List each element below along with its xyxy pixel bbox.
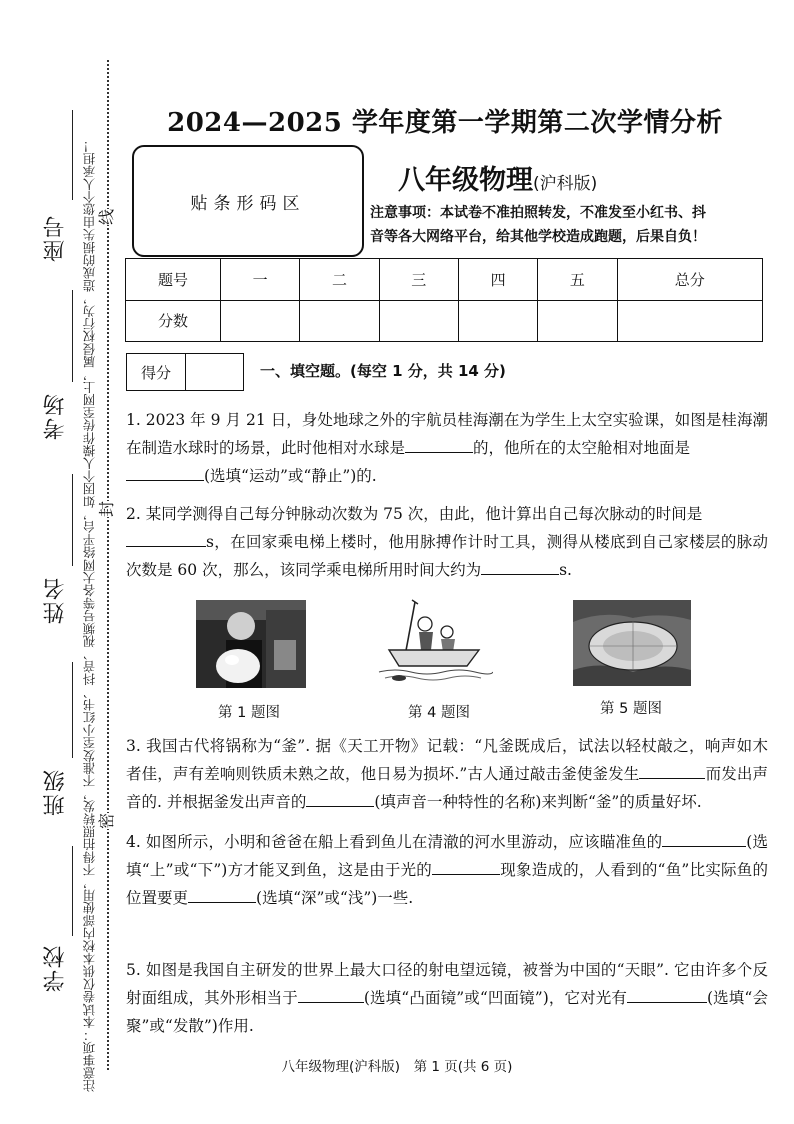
question-4 (126, 828, 768, 912)
field-seat-line[interactable] (72, 110, 73, 200)
field-class-line[interactable] (72, 662, 73, 758)
field-class-label: 班级 (43, 768, 68, 816)
q1-text-b: 的，他所在的太空舱相对地面是 (473, 439, 691, 457)
notice-line-2: 音等各大网络平台，给其他学校造成跑题，后果自负！ (370, 229, 706, 245)
field-name-label: 姓名 (43, 576, 68, 624)
grade-cell[interactable] (186, 354, 243, 390)
question-2 (126, 500, 768, 584)
exam-title: 2024—2025 学年度第一学期第二次学情分析 (167, 108, 723, 138)
side-notice: 注意事项：本试卷仅供本校内部使用，不得拍照转发，不准发至小红书、抖音、视频号等各大网络平台，如因个人操作传至网上，属侵权行为，造成的损失由您个人承担！ (82, 139, 97, 1092)
subject-edition: (沪科版) (533, 174, 598, 194)
field-school-line[interactable] (72, 846, 73, 936)
score-cell[interactable] (221, 300, 300, 342)
seal-char-xian: 线 (97, 208, 117, 226)
q4-blank-3[interactable] (188, 884, 256, 903)
figure-5-caption: 第 5 题图 (600, 701, 662, 717)
score-table-score-row (126, 300, 763, 342)
q2-text-b: s，在回家乘电梯上楼时，他用脉搏作计时工具，测得从楼底到自己家楼层的脉动次数是 60 次，那么，该同学乘电梯所用时间大约为 (126, 533, 768, 579)
q2-text-c: s. (559, 561, 572, 579)
q4-blank-2[interactable] (432, 856, 500, 875)
q1-blank-2[interactable] (126, 462, 204, 481)
score-cell[interactable] (617, 300, 762, 342)
score-cell[interactable] (300, 300, 379, 342)
field-room-line[interactable] (72, 290, 73, 382)
q4-text-a: 4. 如图所示，小明和爸爸在船上看到鱼儿在清澈的河水里游动，应该瞄准鱼的 (126, 833, 663, 851)
page-footer: 八年级物理(沪科版) 第 1 页(共 6 页) (281, 1059, 513, 1075)
q4-text-d: (选填“深”或“浅”)一些. (256, 889, 414, 907)
q3-blank-2[interactable] (306, 788, 374, 807)
score-row-label: 分数 (126, 300, 221, 342)
score-header-cell: 总分 (617, 259, 762, 301)
figure-1-astronaut-image (196, 600, 306, 688)
q3-text-a: 3. 我国古代将锅称为“釜”. 据《天工开物》记载：“凡釜既成后，试法以轻杖敲之，响声如木者佳，声有差响则铁质未熟之故，他日易为损坏.”古人通过敲击釜使釜发生 (126, 737, 768, 783)
score-table (125, 258, 763, 342)
q4-blank-1[interactable] (662, 828, 746, 847)
score-header-cell: 五 (538, 259, 617, 301)
score-cell[interactable] (379, 300, 458, 342)
field-seat-label: 座号 (43, 214, 68, 262)
q1-text-a: 1. 2023 年 9 月 21 日，身处地球之外的宇航员桂海潮在为学生上太空实验课，如图是桂海潮在制造水球时的场景，此时他相对水球是 (126, 411, 768, 457)
figure-1-caption: 第 1 题图 (218, 705, 280, 721)
q4-text-b: (选填“上”或“下”)方才能叉到鱼，这是由于光的 (126, 833, 768, 879)
score-table-header-row (126, 259, 763, 301)
exam-notice (370, 201, 762, 249)
score-cell[interactable] (458, 300, 537, 342)
grade-label: 得分 (127, 354, 186, 390)
q2-blank-1[interactable] (126, 528, 206, 547)
figure-5-telescope-image (573, 600, 691, 686)
score-header-cell: 二 (300, 259, 379, 301)
q5-text-c: (选填“会聚”或“发散”)作用. (126, 989, 768, 1035)
score-cell[interactable] (538, 300, 617, 342)
q5-blank-1[interactable] (298, 984, 364, 1003)
section-grade-box (126, 353, 244, 391)
section-title: 一、填空题。(每空 1 分，共 14 分) (260, 362, 506, 380)
q3-blank-1[interactable] (639, 760, 705, 779)
q5-text-a: 5. 如图是我国自主研发的世界上最大口径的射电望远镜，被誉为中国的“天眼”. 它由许多个反射面组成，其外形相当于 (126, 961, 768, 1007)
field-room-label: 考场 (43, 392, 68, 440)
subject-title (398, 158, 597, 197)
question-3 (126, 732, 768, 816)
barcode-area: 贴条形码区 (132, 145, 364, 257)
question-1 (126, 406, 768, 490)
q3-text-c: (填声音一种特性的名称)来判断“釜”的质量好坏. (374, 793, 702, 811)
q2-text-a: 2. 某同学测得自己每分钟脉动次数为 75 次，由此，他计算出自己每次脉动的时间是 (126, 505, 703, 523)
figure-4-caption: 第 4 题图 (408, 705, 470, 721)
score-header-cell: 一 (221, 259, 300, 301)
q3-text-b: 而发出声音的. 并根据釜发出声音的 (126, 765, 768, 811)
field-school-label: 学校 (43, 944, 68, 992)
q5-blank-2[interactable] (627, 984, 707, 1003)
q1-text-c: (选填“运动”或“静止”)的. (204, 467, 377, 485)
seal-char-feng: 封 (97, 500, 117, 518)
q4-text-c: 现象造成的，人看到的“鱼”比实际鱼的位置要更 (126, 861, 768, 907)
q2-blank-2[interactable] (481, 556, 559, 575)
subject-name: 八年级物理 (398, 165, 533, 196)
score-header-cell: 题号 (126, 259, 221, 301)
notice-line-1: 注意事项：本试卷不准拍照转发，不准发至小红书、抖 (370, 205, 706, 221)
figure-4-boat-image (375, 598, 493, 684)
question-5 (126, 956, 768, 1040)
score-header-cell: 三 (379, 259, 458, 301)
seal-char-mi: 密 (97, 812, 117, 830)
score-header-cell: 四 (458, 259, 537, 301)
field-name-line[interactable] (72, 474, 73, 566)
q1-blank-1[interactable] (405, 434, 473, 453)
q5-text-b: (选填“凸面镜”或“凹面镜”)，它对光有 (363, 989, 628, 1007)
